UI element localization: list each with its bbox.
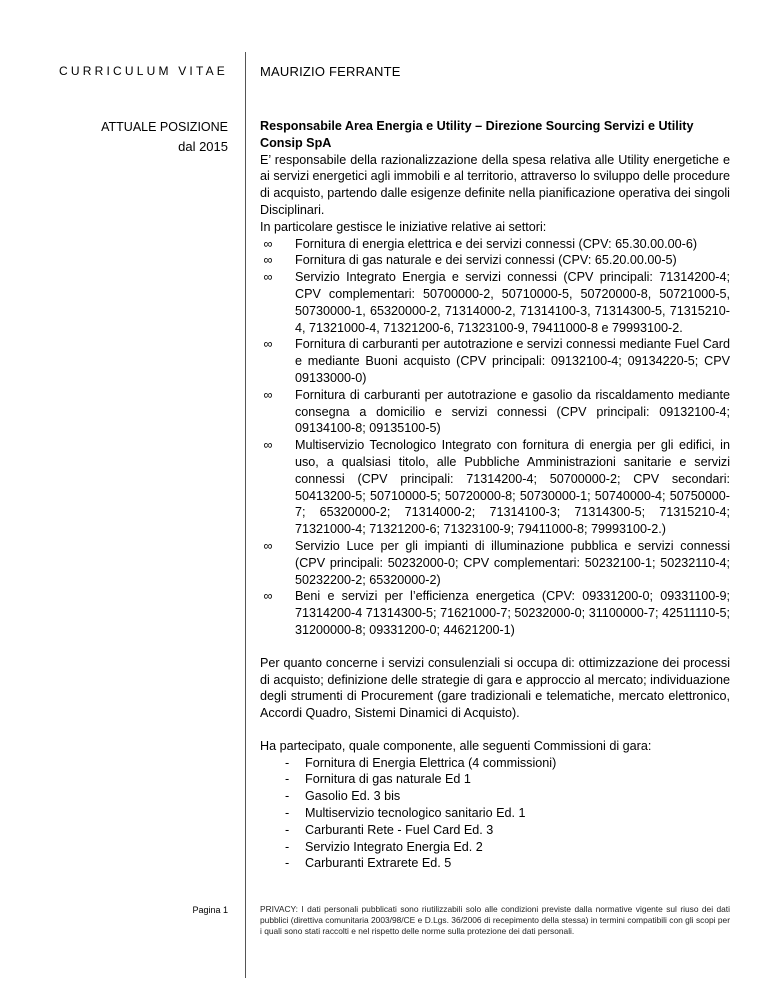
list-item: - Fornitura di Energia Elettrica (4 commissioni) (285, 755, 557, 770)
position-since: dal 2015 (178, 139, 228, 154)
consulting-paragraph: Per quanto concerne i servizi consulenziali si occupa di: ottimizzazione dei processi di acquisto; definizione delle strategie di gara e approccio al mercato; individuazione degli strumenti di Procurement (gare tradizionali e telematiche, mercato elettronico, Accordi Quadro, Sistemi Dinamici di Acquisto). (260, 655, 730, 721)
dash-bullet-icon: - (285, 789, 290, 804)
list-item: ∞ Fornitura di energia elettrica e dei servizi connessi (CPV: 65.30.00.00-6) (260, 236, 730, 253)
infinity-bullet-icon: ∞ (263, 253, 273, 268)
infinity-bullet-icon: ∞ (263, 337, 273, 352)
list-item: ∞ Servizio Integrato Energia e servizi connessi (CPV principali: 71314200-4; CPV complementari: 50700000-2, 50710000-5, 50720000-8, 50721000-5, 50730000-1, 65320000-2, 71314000-2, 71314100-3, 71314300-5, 71315210-4, 71321000-4, 71321200-6, 71323100-9, 79411000-8 e 79993100-2. (260, 269, 730, 336)
list-item: - Fornitura di gas naturale Ed 1 (285, 772, 471, 787)
main-content (260, 118, 730, 872)
dash-bullet-icon: - (285, 856, 290, 871)
list-item: ∞ Fornitura di carburanti per autotrazione e servizi connessi mediante Fuel Card e mediante Buoni acquisto (CPV principali: 09132100-4; 09134220-5; CPV 09133000-0) (260, 336, 730, 386)
dash-bullet-icon: - (285, 772, 290, 787)
list-item: ∞ Fornitura di gas naturale e dei servizi connessi (CPV: 65.20.00.00-5) (260, 252, 730, 269)
infinity-bullet-icon: ∞ (263, 270, 273, 285)
list-item: ∞ Multiservizio Tecnologico Integrato con fornitura di energia per gli edifici, in uso, a qualsiasi titolo, alle Pubbliche Amministrazioni sanitarie e servizi connessi (CPV principali: 71314200-4; 50700000-2; CPV secondari: 50413200-5; 50710000-5; 50720000-8; 50730000-1; 50740000-4; 50750000-7; 65320000-2; 71314000-2; 71314100-3; 71314300-5; 71315210-4; 71321000-4; 71321200-6; 71323100-9; 79411000-8; 79993100-2.) (260, 437, 730, 538)
infinity-bullet-icon: ∞ (263, 387, 273, 402)
list-item: - Carburanti Rete - Fuel Card Ed. 3 (285, 822, 494, 837)
sectors-intro: In particolare gestisce le iniziative relative ai settori: (260, 219, 547, 234)
company-name: Consip SpA (260, 135, 332, 150)
list-item: ∞ Servizio Luce per gli impianti di illuminazione pubblica e servizi connessi (CPV principali: 50232000-0; CPV complementari: 50232100-1; 50232110-4; 50232200-2; 65320000-2) (260, 538, 730, 588)
list-item: - Gasolio Ed. 3 bis (285, 789, 401, 804)
list-item: - Servizio Integrato Energia Ed. 2 (285, 839, 483, 854)
commission-list (260, 755, 730, 873)
infinity-bullet-icon: ∞ (263, 236, 273, 251)
sector-list (260, 236, 730, 639)
cv-label: CURRICULUM VITAE (59, 64, 228, 78)
vertical-divider (245, 52, 246, 978)
dash-bullet-icon: - (285, 806, 290, 821)
commissions-intro: Ha partecipato, quale componente, alle seguenti Commissioni di gara: (260, 738, 652, 753)
dash-bullet-icon: - (285, 839, 290, 854)
infinity-bullet-icon: ∞ (263, 438, 273, 453)
dash-bullet-icon: - (285, 755, 290, 770)
person-name: MAURIZIO FERRANTE (260, 64, 401, 79)
list-item: - Carburanti Extrarete Ed. 5 (285, 856, 452, 871)
list-item: - Multiservizio tecnologico sanitario Ed. 1 (285, 806, 526, 821)
role-title: Responsabile Area Energia e Utility – Direzione Sourcing Servizi e Utility (260, 119, 694, 133)
infinity-bullet-icon: ∞ (263, 589, 273, 604)
role-intro: E’ responsabile della razionalizzazione della spesa relativa alle Utility energetiche e ai servizi energetici agli immobili e al territorio, attraverso lo sviluppo delle procedure di acquisto, partendo dalle esigenze definite nella pianificazione operativa dei singoli Disciplinari. (260, 152, 730, 217)
list-item: ∞ Beni e servizi per l’efficienza energetica (CPV: 09331200-0; 09331100-9; 71314200-4 71314300-5; 71621000-7; 50232000-0; 31100000-7; 42511110-5; 31200000-8; 09331200-0; 44621200-1) (260, 588, 730, 638)
list-item: ∞ Fornitura di carburanti per autotrazione e gasolio da riscaldamento mediante consegna a domicilio e servizi connessi (CPV principali: 09132100-4; 09134100-8; 09135100-5) (260, 387, 730, 437)
page-number: Pagina 1 (192, 905, 228, 915)
position-label: ATTUALE POSIZIONE (101, 120, 228, 134)
dash-bullet-icon: - (285, 822, 290, 837)
infinity-bullet-icon: ∞ (263, 538, 273, 553)
privacy-notice: PRIVACY: I dati personali pubblicati sono riutilizzabili solo alle condizioni previste dalla normative vigente sul riuso dei dati pubblici (direttiva comunitaria 2003/98/CE e D.Lgs. 36/2006 di recepimento della stessa) in termini compatibili con gli scopi per i quali sono stati raccolti e nel rispetto delle norme sulla protezione dei dati personali. (260, 904, 730, 936)
